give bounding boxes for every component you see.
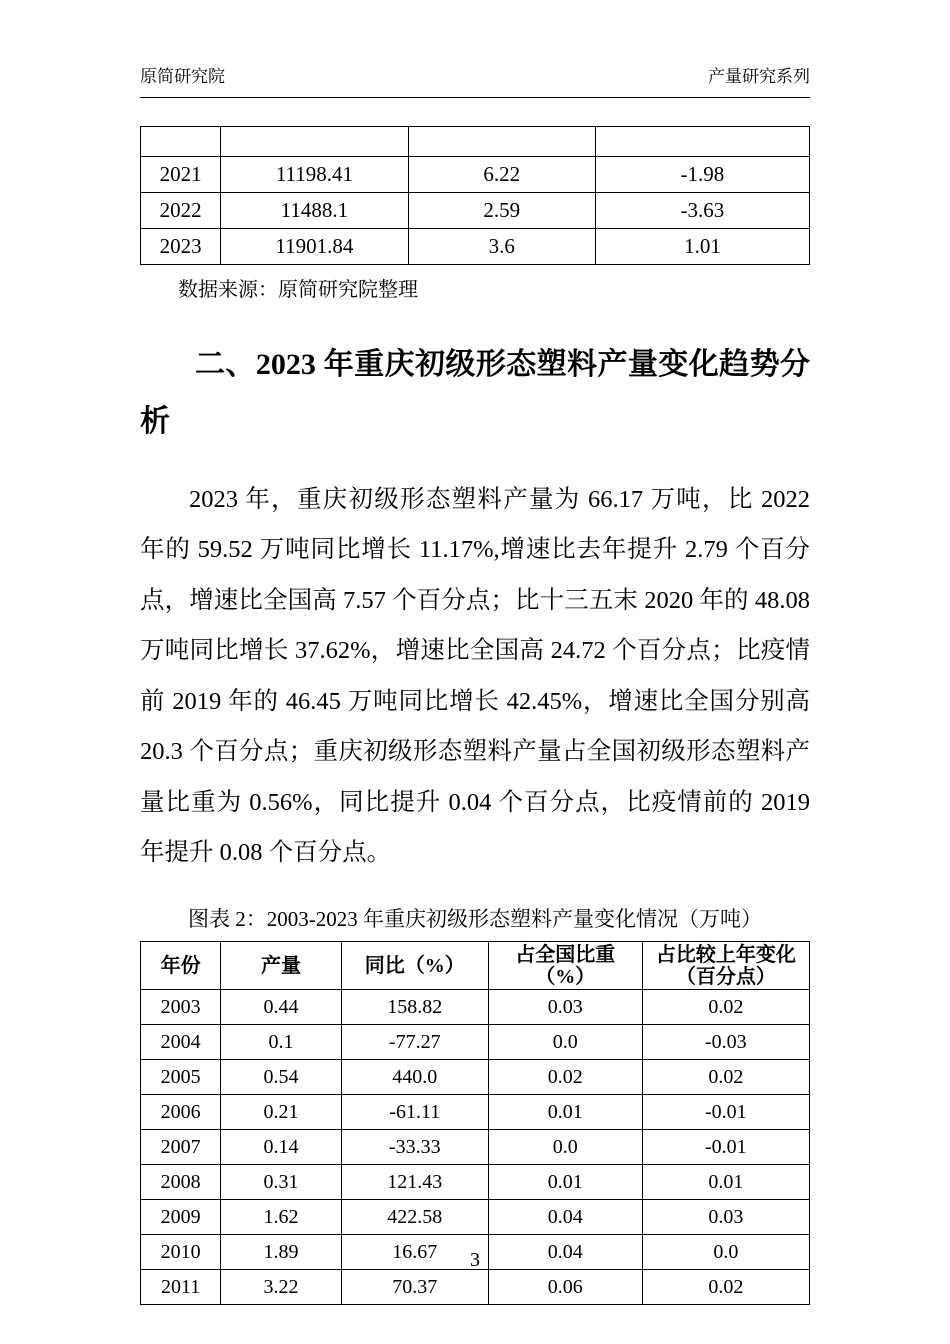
column-header-share-change-line1: 占比较上年变化 xyxy=(655,943,796,966)
table-cell: 1.89 xyxy=(221,1235,341,1270)
table-cell: 2008 xyxy=(141,1165,221,1200)
table-cell: -1.98 xyxy=(595,157,809,193)
header-right-text: 产量研究系列 xyxy=(708,67,810,86)
table-row xyxy=(141,157,810,193)
table-cell: -0.03 xyxy=(642,1025,809,1060)
table-cell: 2004 xyxy=(141,1025,221,1060)
table-cell: 2003 xyxy=(141,990,221,1025)
table-cell: 0.21 xyxy=(221,1095,341,1130)
table-cell: 11488.1 xyxy=(221,193,408,229)
table-cell: 3.22 xyxy=(221,1270,341,1305)
table-cell: 3.6 xyxy=(408,229,595,265)
table-cell: -0.01 xyxy=(642,1130,809,1165)
table-cell: -3.63 xyxy=(595,193,809,229)
table-cell: 2.59 xyxy=(408,193,595,229)
page-header xyxy=(140,62,810,98)
table-cell: 0.02 xyxy=(642,1060,809,1095)
table-cell: -77.27 xyxy=(341,1025,488,1060)
table-cell xyxy=(408,127,595,157)
table-cell: 2009 xyxy=(141,1200,221,1235)
table-cell: 0.01 xyxy=(488,1165,642,1200)
body-paragraph: 2023 年，重庆初级形态塑料产量为 66.17 万吨，比 2022 年的 59.52 万吨同比增长 11.17%,增速比去年提升 2.79 个百分点，增速比全国高 7.57 个百分点；比十三五末 2020 年的 48.08 万吨同比增长 37.62%，增速比全国高 24.72 个百分点；比疫情前 2019 年的 46.45 万吨同比增长 42.45%，增速比全国分别高 20.3 个百分点；重庆初级形态塑料产量占全国初级形态塑料产量比重为 0.56%，同比提升 0.04 个百分点，比疫情前的 2019 年提升 0.08 个百分点。 xyxy=(140,485,810,867)
table-cell: -33.33 xyxy=(341,1130,488,1165)
column-header-year: 年份 xyxy=(141,942,221,990)
column-header-share-change xyxy=(642,942,809,990)
table-cell: -61.11 xyxy=(341,1095,488,1130)
table-cell: 0.01 xyxy=(642,1165,809,1200)
table-cell: 2007 xyxy=(141,1130,221,1165)
table-header-row xyxy=(141,942,810,990)
table-cell: 440.0 xyxy=(341,1060,488,1095)
table-cell: 0.06 xyxy=(488,1270,642,1305)
table-cell: 0.31 xyxy=(221,1165,341,1200)
table-cell: -0.01 xyxy=(642,1095,809,1130)
table-cell: 158.82 xyxy=(341,990,488,1025)
table-cell: 11198.41 xyxy=(221,157,408,193)
table-cell xyxy=(141,127,221,157)
column-header-share-change-line2: （百分点） xyxy=(675,965,776,988)
table-cell: 16.67 xyxy=(341,1235,488,1270)
table-cell: 0.03 xyxy=(642,1200,809,1235)
column-header-national-share: 占全国比重（%） xyxy=(488,942,642,990)
table-row xyxy=(141,1060,810,1095)
table-cell: 0.04 xyxy=(488,1200,642,1235)
table-cell: 0.44 xyxy=(221,990,341,1025)
production-table-continued xyxy=(140,126,810,265)
table-cell: 0.1 xyxy=(221,1025,341,1060)
table-cell: 0.0 xyxy=(642,1235,809,1270)
table-row xyxy=(141,1095,810,1130)
table-cell: 11901.84 xyxy=(221,229,408,265)
table-cell: 70.37 xyxy=(341,1270,488,1305)
table-cell: 0.01 xyxy=(488,1095,642,1130)
table-row xyxy=(141,1025,810,1060)
table-cell: 2010 xyxy=(141,1235,221,1270)
table-row xyxy=(141,193,810,229)
table-cell: 2023 xyxy=(141,229,221,265)
table-cell: 2005 xyxy=(141,1060,221,1095)
table-cell: 6.22 xyxy=(408,157,595,193)
table-cell: 0.02 xyxy=(642,1270,809,1305)
table-row xyxy=(141,990,810,1025)
table-cell: 2011 xyxy=(141,1270,221,1305)
table-row xyxy=(141,229,810,265)
table-cell xyxy=(221,127,408,157)
column-header-output: 产量 xyxy=(221,942,341,990)
table-caption: 图表 2：2003-2023 年重庆初级形态塑料产量变化情况（万吨） xyxy=(188,907,762,932)
page-number: 3 xyxy=(470,1249,480,1271)
table-row xyxy=(141,1165,810,1200)
table-cell: 1.01 xyxy=(595,229,809,265)
table-row xyxy=(141,127,810,157)
table-cell: 121.43 xyxy=(341,1165,488,1200)
table-cell: 2022 xyxy=(141,193,221,229)
table-cell: 0.0 xyxy=(488,1025,642,1060)
table-cell: 1.62 xyxy=(221,1200,341,1235)
table-row xyxy=(141,1270,810,1305)
section-heading: 二、2023 年重庆初级形态塑料产量变化趋势分析 xyxy=(140,348,810,438)
table-cell: 422.58 xyxy=(341,1200,488,1235)
table-cell: 0.03 xyxy=(488,990,642,1025)
table-cell: 2021 xyxy=(141,157,221,193)
table-cell: 2006 xyxy=(141,1095,221,1130)
table-cell: 0.0 xyxy=(488,1130,642,1165)
table-cell: 0.02 xyxy=(488,1060,642,1095)
header-left-text: 原简研究院 xyxy=(140,67,225,86)
table-row xyxy=(141,1200,810,1235)
table-cell: 0.54 xyxy=(221,1060,341,1095)
table-row xyxy=(141,1130,810,1165)
table-cell: 0.14 xyxy=(221,1130,341,1165)
table-cell xyxy=(595,127,809,157)
table-cell: 0.02 xyxy=(642,990,809,1025)
data-source-note: 数据来源：原简研究院整理 xyxy=(178,279,418,301)
table-cell: 0.04 xyxy=(488,1235,642,1270)
column-header-yoy: 同比（%） xyxy=(341,942,488,990)
